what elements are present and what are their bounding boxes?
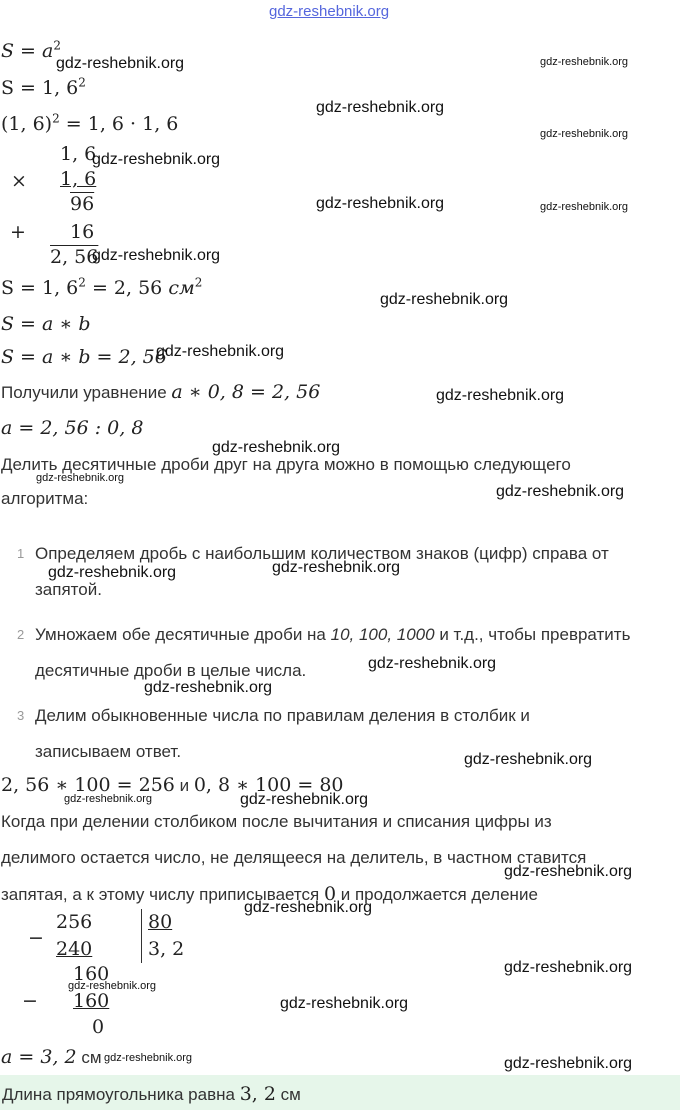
division-subtrahend: 240 — [56, 938, 93, 960]
conversion-line: 2, 56 ∗ 100 = 256 и 0, 8 ∗ 100 = 80 — [1, 774, 344, 796]
math-line-area-result: S = 1, $6^2 = 2$, 56 $см^2$ — [1, 275, 203, 299]
division-remainder: 160 — [73, 963, 110, 985]
intro-text: Делить десятичные дроби друг на друга можно в помощью следующего — [1, 455, 571, 474]
step-text: десятичные дроби в целые числа. — [35, 661, 307, 680]
watermark: gdz-reshebnik.org — [504, 959, 633, 976]
math-line-square: (1, 6)$^2$ = 1, 6 · 1, 6 — [1, 111, 179, 135]
mult-partial-1: 96 — [70, 193, 95, 215]
watermark: gdz-reshebnik.org — [280, 995, 409, 1012]
watermark: gdz-reshebnik.org — [92, 247, 221, 264]
rule-text: запятая, а к этому числу приписывается 0 и продолжается деление — [1, 883, 538, 905]
result-line: a = 3, 2 см — [1, 1046, 102, 1068]
watermark: gdz-reshebnik.org — [540, 201, 629, 213]
watermark: gdz-reshebnik.org — [316, 195, 445, 212]
division-quotient: 3, 2 — [148, 938, 185, 960]
answer-text: Длина прямоугольника равна 3, 2 см — [2, 1083, 301, 1105]
division-bar — [141, 909, 142, 963]
division-divisor: 80 — [148, 911, 173, 933]
rule-text: делимого остается число, не делящееся на делитель, в частном ставится — [1, 848, 587, 867]
math-line-formula-value: S = a ∗ b = 2, 56 — [1, 346, 167, 368]
watermark: gdz-reshebnik.org — [496, 483, 625, 500]
math-line-area: $S = a^2$ — [1, 38, 61, 62]
watermark: gdz-reshebnik.org — [64, 793, 153, 805]
watermark: gdz-reshebnik.org — [244, 899, 373, 916]
watermark: gdz-reshebnik.org — [436, 387, 565, 404]
math-line-formula: S = a ∗ b — [1, 313, 91, 335]
intro-text-2: алгоритма: — [1, 489, 89, 508]
plus-sign: + — [10, 221, 26, 243]
watermark: gdz-reshebnik.org — [504, 1055, 633, 1072]
watermark: gdz-reshebnik.org — [540, 128, 629, 140]
watermark: gdz-reshebnik.org — [504, 863, 633, 880]
step-text: Определяем дробь с наибольшим количеством знаков (цифр) справа от — [35, 544, 609, 563]
watermark: gdz-reshebnik.org — [36, 472, 125, 484]
watermark: gdz-reshebnik.org — [68, 980, 157, 992]
step-text: Делим обыкновенные числа по правилам деления в столбик и — [35, 706, 530, 725]
mult-result: 2, 56 — [50, 246, 99, 268]
watermark: gdz-reshebnik.org — [56, 55, 185, 72]
mult-top: 1, 6 — [60, 143, 97, 165]
division-subtrahend-2: 160 — [73, 990, 110, 1012]
division-remainder-final: 0 — [92, 1016, 105, 1038]
watermark: gdz-reshebnik.org — [540, 56, 629, 68]
division-dividend: 256 — [56, 911, 93, 933]
mult-partial-2: 16 — [70, 221, 95, 243]
watermark: gdz-reshebnik.org — [144, 679, 273, 696]
math-line-solve: a = 2, 56 : 0, 8 — [1, 417, 144, 439]
watermark: gdz-reshebnik.org — [48, 564, 177, 581]
step-text: Умножаем обе десятичные дроби на 10, 100, 1000 и т.д., чтобы превратить — [35, 625, 631, 644]
site-link[interactable]: gdz-reshebnik.org — [269, 3, 390, 20]
mult-bottom: 1, 6 — [60, 168, 97, 190]
watermark: gdz-reshebnik.org — [316, 99, 445, 116]
math-line-area-value: S = 1, $6^2$ — [1, 75, 86, 99]
watermark: gdz-reshebnik.org — [464, 751, 593, 768]
watermark: gdz-reshebnik.org — [104, 1052, 193, 1064]
rule-text: Когда при делении столбиком после вычитания и списания цифры из — [1, 812, 552, 831]
watermark: gdz-reshebnik.org — [368, 655, 497, 672]
step-text: записываем ответ. — [35, 742, 182, 761]
watermark: gdz-reshebnik.org — [92, 151, 221, 168]
step-number: 2 — [17, 627, 25, 642]
watermark: gdz-reshebnik.org — [240, 791, 369, 808]
division-minus: − — [28, 927, 44, 949]
division-minus: − — [22, 990, 38, 1012]
mult-sign: × — [11, 170, 27, 192]
watermark: gdz-reshebnik.org — [212, 439, 341, 456]
watermark: gdz-reshebnik.org — [272, 559, 401, 576]
step-number: 1 — [17, 546, 25, 561]
step-number: 3 — [17, 708, 25, 723]
equation-line: Получили уравнение a ∗ 0, 8 = 2, 56 — [1, 381, 321, 403]
watermark: gdz-reshebnik.org — [156, 343, 285, 360]
watermark: gdz-reshebnik.org — [380, 291, 509, 308]
step-text: запятой. — [35, 580, 102, 599]
